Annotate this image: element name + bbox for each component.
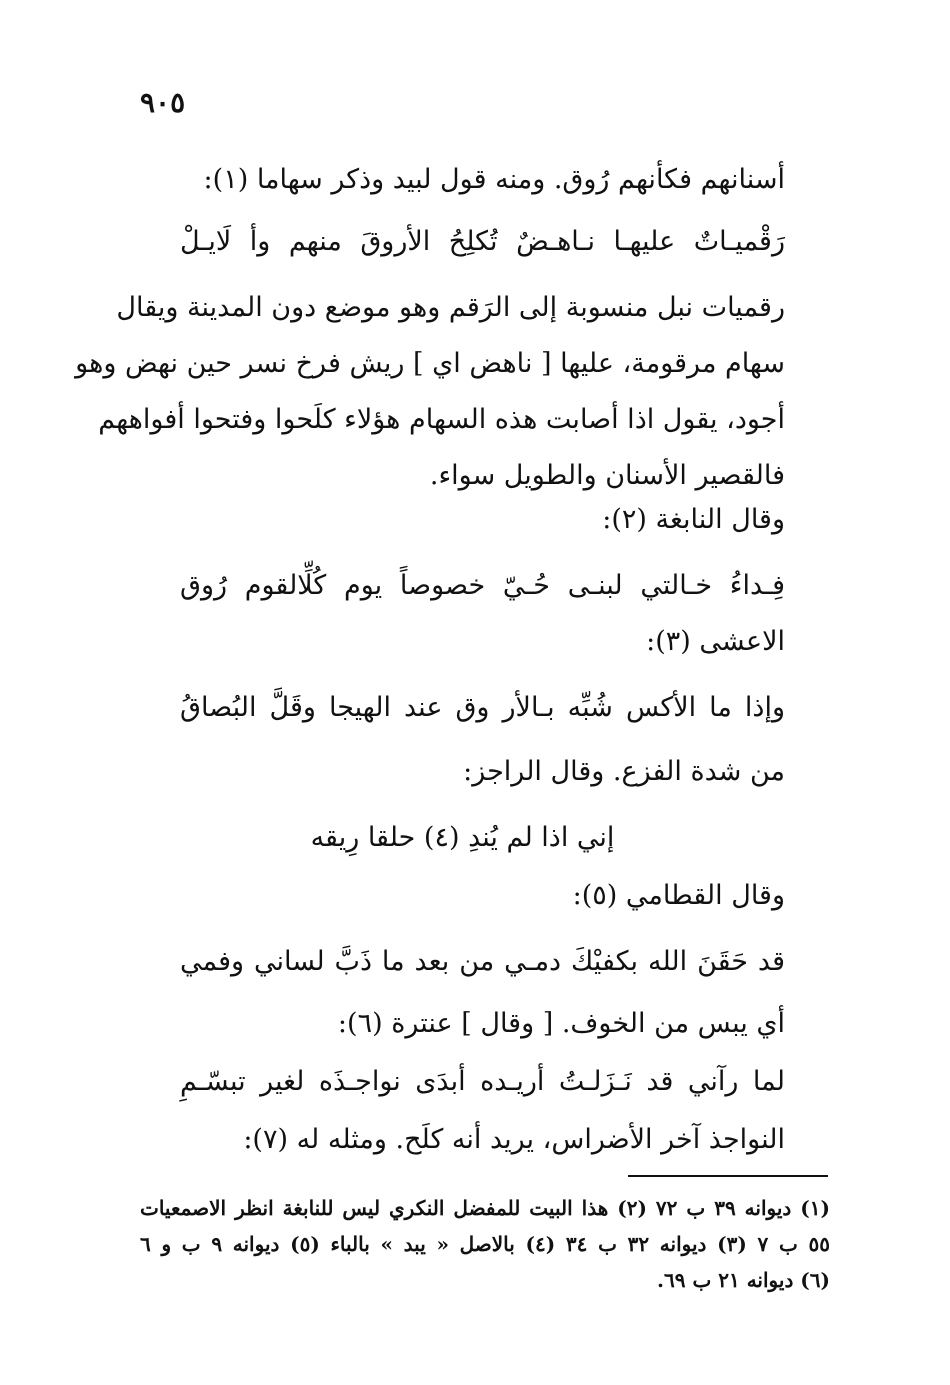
verse-line-antara: لما رآني قد نَـزَلـتُ أريـده أبدَى نواجـذَه لغير تبسّـمِ: [180, 1066, 785, 1097]
verse-line-rajiz: إني اذا لم يُندِ (٤) حلقا رِيقه: [310, 822, 615, 853]
text-line-5: أجود، يقول اذا أصابت هذه السهام هؤلاء كلَحوا وفتحوا أفواههم: [98, 404, 785, 435]
page-number: ٩٠٥: [140, 86, 186, 119]
verse-line-asha: وإذا ما الأكس شُبِّه بـالأر وق عند الهيجا وقَلَّ البُصاقُ: [180, 692, 785, 723]
footnote-line-3: (٦) ديوانه ٢١ ب ٦٩.: [657, 1268, 830, 1292]
text-line-17: النواجذ آخر الأضراس، يريد أنه كلَح. ومثله له (٧):: [243, 1124, 785, 1155]
text-line-6: فالقصير الأسنان والطويل سواء.: [429, 460, 785, 491]
text-line-qutami: وقال القطامي (٥):: [572, 880, 785, 911]
footnote-line-1: (١) ديوانه ٣٩ ب ٧٢ (٢) هذا البيت للمفضل النكري ليس للنابغة انظر الاصمعيات: [140, 1196, 830, 1220]
text-line-antara: أي يبس من الخوف. [ وقال ] عنترة (٦):: [337, 1008, 785, 1039]
verse-line-labid: رَقْميـاتٌ عليهـا نـاهـضٌ تُكلِحُ الأروقَ منهم وأ لَايـلْ: [180, 226, 785, 257]
text-line-rajiz: من شدة الفزع. وقال الراجز:: [463, 756, 785, 787]
verse-line-nabigha: فِـداءُ خـالتي لبنـى حُـيّ خصوصاً يوم كُلِّالقوم رُوق: [180, 570, 785, 601]
text-line-3: رقميات نبل منسوبة إلى الرَقم وهو موضع دون المدينة ويقال: [116, 292, 785, 323]
footnote-divider: [628, 1175, 828, 1177]
text-line-nabigha: وقال النابغة (٢):: [602, 504, 785, 535]
text-line-4: سهام مرقومة، عليها [ ناهض اي ] ريش فرخ نسر حين نهض وهو: [75, 348, 785, 379]
footnote-line-2: ٥٥ ب ٧ (٣) ديوانه ٣٢ ب ٣٤ (٤) بالاصل « يبد » بالباء (٥) ديوانه ٩ ب و ٦: [140, 1232, 830, 1256]
verse-line-qutami: قد حَقَنَ الله بكفيْكَ دمـي من بعد ما ذَبَّ لساني وفمي: [180, 946, 785, 977]
text-line-asha: الاعشى (٣):: [646, 626, 785, 657]
text-line-1: أسنانهم فكأنهم رُوق. ومنه قول لبيد وذكر سهاما (١):: [203, 164, 785, 195]
